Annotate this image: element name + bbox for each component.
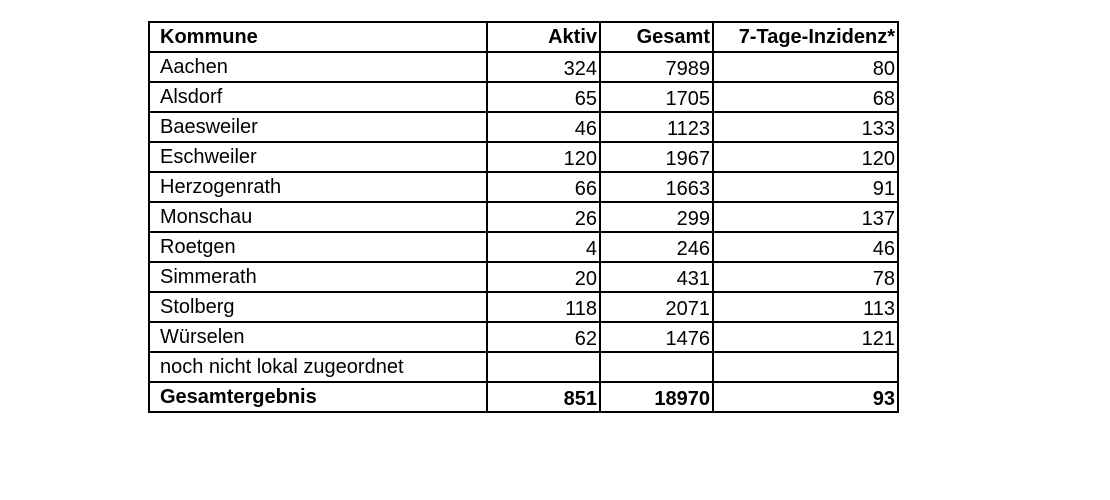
cell-gesamt: 246 — [600, 232, 713, 262]
total-row — [149, 382, 898, 412]
table-row — [149, 82, 898, 112]
cell-inzidenz: 91 — [713, 172, 898, 202]
cell-aktiv: 20 — [487, 262, 600, 292]
table-row — [149, 262, 898, 292]
cell-kommune: Simmerath — [149, 262, 487, 292]
cell-aktiv: 46 — [487, 112, 600, 142]
cell-aktiv: 118 — [487, 292, 600, 322]
header-inzidenz: 7-Tage-Inzidenz* — [713, 22, 898, 52]
header-aktiv: Aktiv — [487, 22, 600, 52]
cell-gesamt: 7989 — [600, 52, 713, 82]
cell-inzidenz: 120 — [713, 142, 898, 172]
cell-inzidenz: 80 — [713, 52, 898, 82]
table-row — [149, 202, 898, 232]
table-row — [149, 112, 898, 142]
cell-gesamt: 431 — [600, 262, 713, 292]
header-gesamt: Gesamt — [600, 22, 713, 52]
cell-gesamt: 1123 — [600, 112, 713, 142]
cell-kommune: Eschweiler — [149, 142, 487, 172]
cell-kommune: Roetgen — [149, 232, 487, 262]
cell-inzidenz: 68 — [713, 82, 898, 112]
cell-aktiv: 4 — [487, 232, 600, 262]
cell-kommune: Alsdorf — [149, 82, 487, 112]
cell-kommune: Würselen — [149, 322, 487, 352]
cell-kommune: Baesweiler — [149, 112, 487, 142]
cell-gesamt: 1476 — [600, 322, 713, 352]
cell-kommune: Monschau — [149, 202, 487, 232]
cell-aktiv: 26 — [487, 202, 600, 232]
cell-gesamt: 299 — [600, 202, 713, 232]
cell-inzidenz: 137 — [713, 202, 898, 232]
cell-aktiv: 66 — [487, 172, 600, 202]
cell-gesamt: 1663 — [600, 172, 713, 202]
cell-kommune: noch nicht lokal zugeordnet — [149, 352, 487, 382]
total-aktiv: 851 — [487, 382, 600, 412]
cell-kommune: Herzogenrath — [149, 172, 487, 202]
table-row — [149, 142, 898, 172]
cell-aktiv — [487, 352, 600, 382]
cell-kommune: Aachen — [149, 52, 487, 82]
cell-gesamt — [600, 352, 713, 382]
table-row — [149, 352, 898, 382]
total-label: Gesamtergebnis — [149, 382, 487, 412]
table-row — [149, 52, 898, 82]
total-gesamt: 18970 — [600, 382, 713, 412]
total-inzidenz: 93 — [713, 382, 898, 412]
cell-inzidenz: 78 — [713, 262, 898, 292]
cell-aktiv: 65 — [487, 82, 600, 112]
table-row — [149, 292, 898, 322]
covid-cases-table — [148, 21, 899, 413]
cell-inzidenz: 133 — [713, 112, 898, 142]
cell-inzidenz: 46 — [713, 232, 898, 262]
cell-inzidenz: 121 — [713, 322, 898, 352]
cell-gesamt: 1967 — [600, 142, 713, 172]
cell-aktiv: 120 — [487, 142, 600, 172]
cell-kommune: Stolberg — [149, 292, 487, 322]
header-kommune: Kommune — [149, 22, 487, 52]
cell-inzidenz: 113 — [713, 292, 898, 322]
table-row — [149, 322, 898, 352]
table-row — [149, 172, 898, 202]
header-row — [149, 22, 898, 52]
cell-gesamt: 1705 — [600, 82, 713, 112]
cell-gesamt: 2071 — [600, 292, 713, 322]
cell-aktiv: 62 — [487, 322, 600, 352]
table-row — [149, 232, 898, 262]
cell-inzidenz — [713, 352, 898, 382]
cell-aktiv: 324 — [487, 52, 600, 82]
